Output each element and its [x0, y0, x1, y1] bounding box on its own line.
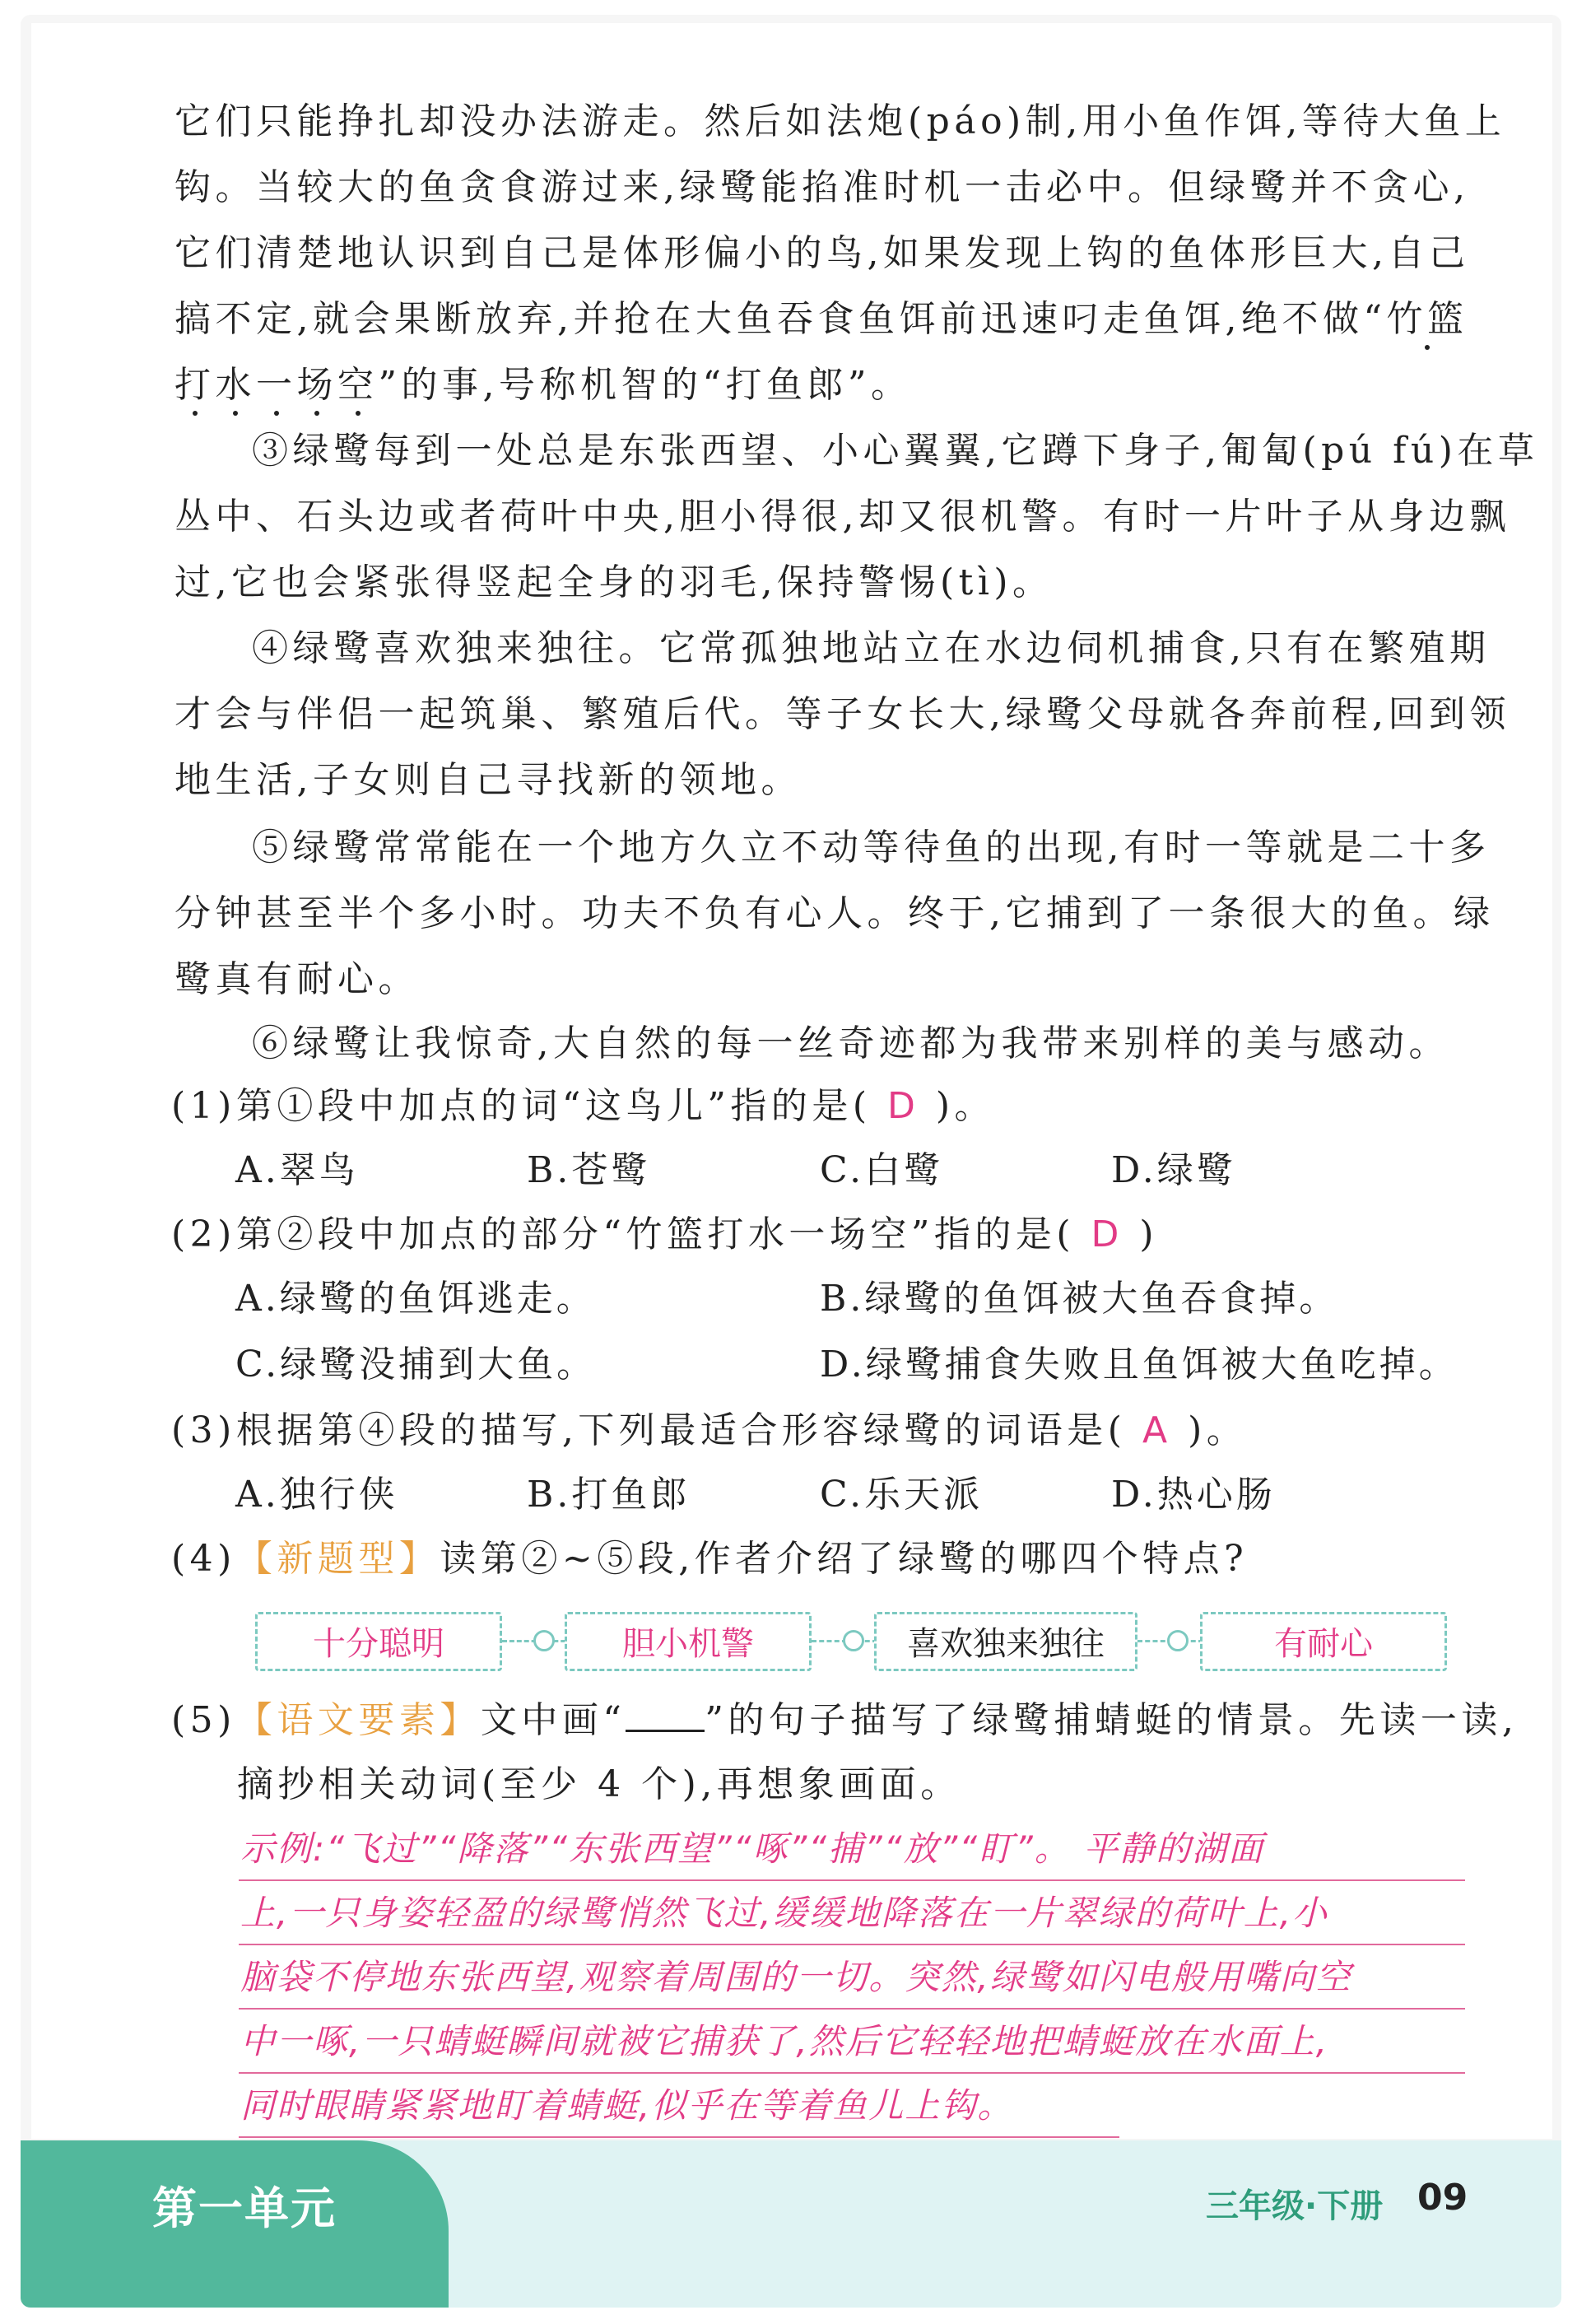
paragraph-4-line: 地生活,子女则自己寻找新的领地。: [174, 759, 802, 801]
question-2-answer: D: [1091, 1213, 1123, 1255]
question-4-number: (4): [171, 1538, 236, 1580]
question-1: [171, 1082, 995, 1131]
paragraph-4-line: ④绿鹭喜欢独来独往。它常孤独地站立在水边伺机捕食,只有在繁殖期: [252, 627, 1491, 669]
q3-option-d: D.热心肠: [1111, 1474, 1276, 1516]
question-3: [171, 1406, 1247, 1455]
question-5-text-b: ”的句子描写了绿鹭捕蜻蜓的情景。先读一读,: [705, 1699, 1519, 1741]
paragraph-3-line: 丛中、石头边或者荷叶中央,胆小得很,却又很机警。有时一片叶子从身边飘: [174, 496, 1510, 538]
answer-line: 脑袋不停地东张西望,观察着周围的一切。突然,绿鹭如闪电般用嘴向空: [240, 1957, 1352, 1997]
passage-text: 搞不定,就会果断放弃,并抢在大鱼吞食鱼饵前迅速叼走鱼饵,绝不做“: [174, 298, 1387, 340]
trait-box-2: 胆小机警: [565, 1612, 812, 1671]
emphasized-char: 打: [174, 364, 216, 406]
q1-option-c: C.白鹭: [820, 1149, 944, 1191]
q2-option-d: D.绿鹭捕食失败且鱼饵被大鱼吃掉。: [820, 1344, 1458, 1386]
trait-box-4: 有耐心: [1200, 1612, 1447, 1671]
passage-line: 钩。当较大的鱼贪食游过来,绿鹭能掐准时机一击必中。但绿鹭并不贪心,: [174, 166, 1470, 208]
question-1-close: )。: [935, 1085, 996, 1127]
emphasized-text: 竹篮: [1386, 298, 1468, 340]
paragraph-3-line: ③绿鹭每到一处总是东张西望、小心翼翼,它蹲下身子,匍匐(pú fú)在草: [252, 430, 1539, 472]
paragraph-4-line: 才会与伴侣一起筑巢、繁殖后代。等子女长大,绿鹭父母就各奔前程,回到领: [174, 693, 1510, 735]
trait-box-1: 十分聪明: [255, 1612, 502, 1671]
question-5-line-2: 摘抄相关动词(至少 4 个),再想象画面。: [237, 1763, 961, 1805]
question-3-answer: A: [1142, 1409, 1172, 1451]
answer-rule: [239, 2072, 1465, 2074]
q3-option-a: A.独行侠: [235, 1474, 398, 1516]
answer-line: 示例:“飞过”“降落”“东张西望”“啄”“捕”“放”“盯”。 平静的湖面: [240, 1828, 1265, 1869]
question-3-text: (3)根据第④段的描写,下列最适合形容绿鹭的词语是(: [171, 1409, 1127, 1451]
passage-line: 它们清楚地认识到自己是体形偏小的鸟,如果发现上钩的鱼体形巨大,自己: [174, 232, 1470, 274]
paragraph-6: ⑥绿鹭让我惊奇,大自然的每一丝奇迹都为我带来别样的美与感动。: [252, 1022, 1449, 1064]
emphasized-char: 一: [256, 364, 297, 406]
question-5-number: (5): [171, 1699, 236, 1741]
answer-line: 同时眼睛紧紧地盯着蜻蜓,似乎在等着鱼儿上钩。: [240, 2085, 1014, 2126]
q2-option-b: B.绿鹭的鱼饵被大鱼吞食掉。: [820, 1278, 1339, 1320]
q1-option-d: D.绿鹭: [1111, 1149, 1236, 1191]
connector-ring: [843, 1630, 864, 1651]
question-2: [171, 1210, 1158, 1260]
emphasized-char: 水: [215, 364, 256, 406]
paragraph-3-line: 过,它也会紧张得竖起全身的羽毛,保持警惕(tì)。: [174, 561, 1054, 603]
passage-line: [174, 295, 1468, 344]
question-4: [171, 1535, 1248, 1584]
paragraph-5-line: 鹭真有耐心。: [174, 958, 419, 1000]
emphasized-char: 场: [296, 364, 337, 406]
q1-option-b: B.苍鹭: [527, 1149, 651, 1191]
question-4-tag: 【新题型】: [235, 1538, 440, 1580]
passage-line: [174, 361, 911, 410]
trait-chain: [255, 1612, 1449, 1679]
q1-option-a: A.翠鸟: [235, 1149, 359, 1191]
question-1-answer: D: [886, 1085, 920, 1127]
answer-rule: [239, 1879, 1465, 1881]
question-5-text-a: 文中画“: [480, 1699, 626, 1741]
emphasized-char: 空: [337, 364, 379, 406]
grade-label: 三年级·下册: [1206, 2187, 1384, 2225]
question-4-text: 读第②~⑤段,作者介绍了绿鹭的哪四个特点?: [440, 1538, 1249, 1580]
q2-option-a: A.绿鹭的鱼饵逃走。: [235, 1278, 596, 1320]
answer-rule: [239, 2008, 1465, 2010]
question-3-close: )。: [1188, 1409, 1248, 1451]
underline-blank: [626, 1697, 705, 1732]
question-2-close: ): [1139, 1213, 1159, 1255]
answer-line: 中一啄,一只蜻蜓瞬间就被它捕获了,然后它轻轻地把蜻蜓放在水面上,: [240, 2021, 1329, 2061]
question-5: [171, 1696, 1518, 1745]
passage-text: ”的事,号称机智的“打鱼郎”。: [378, 364, 912, 406]
answer-rule: [239, 2136, 1119, 2138]
question-1-text: (1)第①段中加点的词“这鸟儿”指的是(: [171, 1085, 872, 1127]
page-number: 09: [1417, 2177, 1468, 2219]
answer-line: 上,一只身姿轻盈的绿鹭悄然飞过,缓缓地降落在一片翠绿的荷叶上,小: [240, 1893, 1329, 1933]
connector-ring: [533, 1630, 555, 1651]
answer-rule: [239, 1944, 1465, 1945]
connector-ring: [1167, 1630, 1189, 1651]
paragraph-5-line: 分钟甚至半个多小时。功夫不负有心人。终于,它捕到了一条很大的鱼。绿: [174, 892, 1495, 934]
question-5-tag: 【语文要素】: [235, 1699, 481, 1741]
unit-label: 第一单元: [152, 2182, 337, 2234]
emphasized-text: [174, 364, 379, 406]
paragraph-5-line: ⑤绿鹭常常能在一个地方久立不动等待鱼的出现,有时一等就是二十多: [252, 827, 1491, 869]
q3-option-c: C.乐天派: [820, 1474, 984, 1516]
question-2-text: (2)第②段中加点的部分“竹篮打水一场空”指的是(: [171, 1213, 1075, 1255]
passage-line: 它们只能挣扎却没办法游走。然后如法炮(páo)制,用小鱼作饵,等待大鱼上: [174, 100, 1506, 142]
q3-option-b: B.打鱼郎: [527, 1474, 691, 1516]
trait-box-3: 喜欢独来独往: [874, 1612, 1137, 1671]
q2-option-c: C.绿鹭没捕到大鱼。: [235, 1344, 597, 1386]
